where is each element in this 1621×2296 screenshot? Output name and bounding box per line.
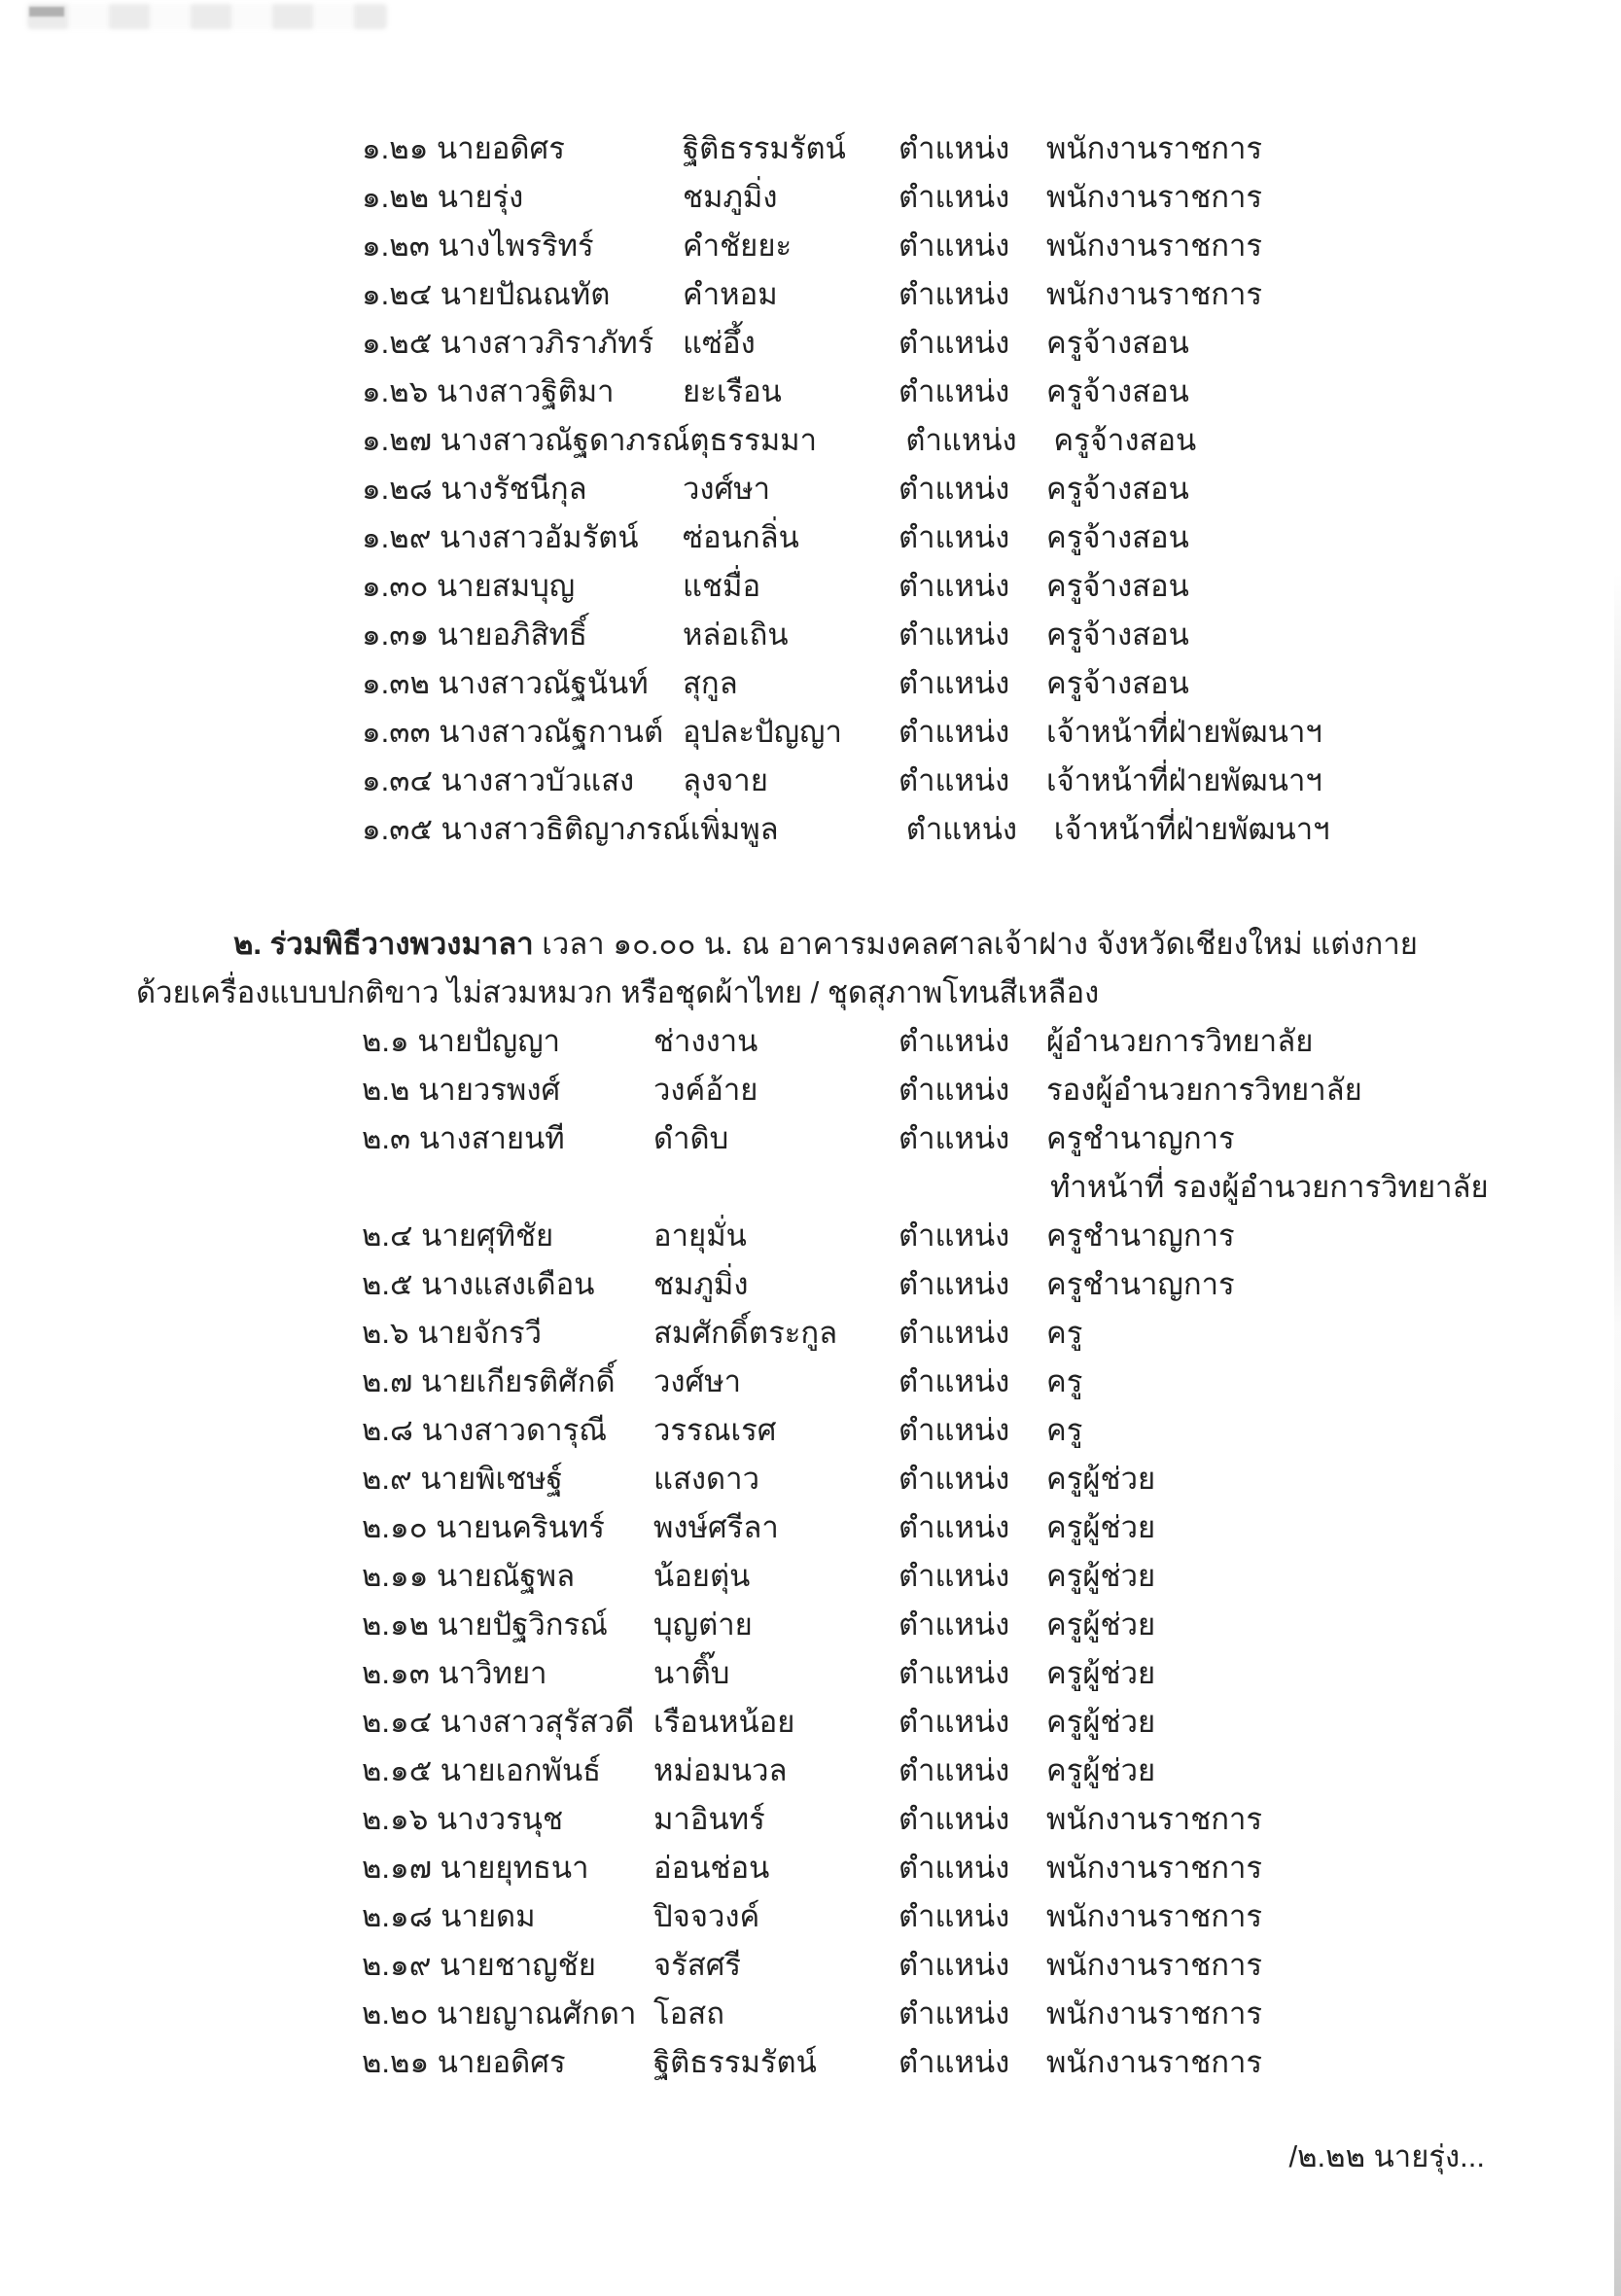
entry-position: ครู (1046, 1364, 1083, 1398)
entry-surname: มาอินทร์ (653, 1802, 765, 1836)
entry-position: พนักงานราชการ (1046, 2045, 1263, 2079)
entry-number-name: ๒.๔ นายศุทิชัย (362, 1219, 554, 1253)
entry-surname: ฐิติธรรมรัตน์ (653, 2045, 817, 2079)
list-item (0, 1406, 1621, 1455)
entry-number-name: ๒.๑๐ นายนครินทร์ (362, 1510, 605, 1544)
position-label: ตำแหน่ง (899, 1996, 1010, 2031)
entry-position: เจ้าหน้าที่ฝ่ายพัฒนาฯ (1046, 763, 1322, 797)
entry-position: ครูจ้างสอน (1046, 374, 1189, 408)
entry-position: ครูชำนาญการ (1046, 1121, 1235, 1155)
section-2-heading-line2: ด้วยเครื่องแบบปกติขาว ไม่สวมหมวก หรือชุดผ้าไทย / ชุดสุภาพโทนสีเหลือง (136, 975, 1100, 1009)
entry-position: พนักงานราชการ (1046, 1899, 1263, 1933)
position-label: ตำแหน่ง (899, 666, 1010, 700)
entry-number-name: ๑.๒๒ นายรุ่ง (362, 180, 524, 214)
entry-surname: หม่อมนวล (653, 1753, 788, 1787)
entry-position: ครูผู้ช่วย (1046, 1753, 1156, 1787)
position-label: ตำแหน่ง (899, 1899, 1010, 1933)
section-2-list (0, 1017, 1621, 2087)
position-label: ตำแหน่ง (899, 1462, 1010, 1496)
list-item (0, 1358, 1621, 1406)
entry-surname: ลุงจาย (683, 763, 768, 797)
position-label: ตำแหน่ง (899, 1705, 1010, 1739)
entry-number-name: ๑.๓๕ นางสาวธิติญาภรณ์ (362, 812, 690, 846)
position-label: ตำแหน่ง (899, 1851, 1010, 1885)
list-item (0, 1795, 1621, 1844)
section-1-list (0, 0, 1621, 854)
position-label: ตำแหน่ง (899, 131, 1010, 165)
entry-position: พนักงานราชการ (1046, 131, 1263, 165)
entry-number-name: ๑.๓๒ นางสาวณัฐนันท์ (362, 666, 649, 700)
entry-number-name: ๒.๑๓ นาวิทยา (362, 1656, 547, 1690)
position-label: ตำแหน่ง (899, 2045, 1010, 2079)
position-label: ตำแหน่ง (899, 1753, 1010, 1787)
entry-number-name: ๒.๑๔ นางสาวสุรัสวดี (362, 1705, 635, 1739)
list-item (0, 513, 1621, 562)
entry-number-name: ๒.๑๖ นางวรนุช (362, 1802, 564, 1836)
entry-position: ครูผู้ช่วย (1046, 1607, 1156, 1642)
list-item (0, 319, 1621, 368)
entry-position: รองผู้อำนวยการวิทยาลัย (1046, 1073, 1362, 1107)
entry-position: ครูผู้ช่วย (1046, 1656, 1156, 1690)
list-item (0, 1844, 1621, 1892)
list-item (0, 1990, 1621, 2038)
list-item (0, 1503, 1621, 1552)
list-item (0, 1066, 1621, 1114)
entry-position: ครู (1046, 1413, 1083, 1447)
entry-surname: วงค์อ้าย (653, 1073, 758, 1107)
list-item (0, 805, 1621, 854)
position-label: ตำแหน่ง (899, 1121, 1010, 1155)
entry-number-name: ๒.๑๑ นายณัฐพล (362, 1559, 576, 1593)
list-item (0, 1698, 1621, 1747)
list-item (0, 757, 1621, 805)
list-item (0, 611, 1621, 659)
entry-number-name: ๒.๒ นายวรพงศ์ (362, 1073, 561, 1107)
list-item (0, 1260, 1621, 1309)
position-label: ตำแหน่ง (899, 326, 1010, 360)
entry-position: ครูผู้ช่วย (1046, 1462, 1156, 1496)
entry-surname: อ่อนช่อน (653, 1851, 770, 1885)
entry-position: ครูจ้างสอน (1046, 520, 1189, 554)
position-label: ตำแหน่ง (899, 1073, 1010, 1107)
entry-position: ครูจ้างสอน (1046, 326, 1189, 360)
entry-number-name: ๑.๒๙ นางสาวอัมรัตน์ (362, 520, 639, 554)
entry-position: ผู้อำนวยการวิทยาลัย (1046, 1024, 1314, 1058)
entry-surname: วรรณเรศ (653, 1413, 777, 1447)
section-2-heading-rest: เวลา ๑๐.๐๐ น. ณ อาคารมงคลศาลเจ้าฝาง จังหวัดเชียงใหม่ แต่งกาย (533, 927, 1418, 961)
list-item (0, 1601, 1621, 1649)
entry-surname: ฐิติธรรมรัตน์ (683, 131, 846, 165)
position-label: ตำแหน่ง (905, 423, 1017, 457)
section-2-heading-bold: ๒. ร่วมพิธีวางพวงมาลา (233, 927, 534, 961)
list-item (0, 1747, 1621, 1795)
entry-position: ครูชำนาญการ (1046, 1219, 1235, 1253)
entry-position: เจ้าหน้าที่ฝ่ายพัฒนาฯ (1046, 715, 1322, 749)
entry-surname: ซ่อนกลิ่น (683, 520, 799, 554)
entry-surname: สุกูล (683, 666, 738, 700)
position-label: ตำแหน่ง (899, 520, 1010, 554)
entry-surname: แสงดาว (653, 1462, 759, 1496)
entry-number-name: ๑.๒๗ นางสาวณัฐดาภรณ์ (362, 423, 690, 457)
position-label: ตำแหน่ง (899, 1559, 1010, 1593)
position-label: ตำแหน่ง (899, 1802, 1010, 1836)
entry-surname: สมศักดิ์ตระกูล (653, 1316, 838, 1350)
entry-position: พนักงานราชการ (1046, 277, 1263, 311)
entry-position: ครูผู้ช่วย (1046, 1705, 1156, 1739)
entry-number-name: ๑.๒๘ นางรัชนีกุล (362, 472, 587, 506)
entry-number-name: ๑.๒๑ นายอดิศร (362, 131, 565, 165)
entry-position: ครูจ้างสอน (1046, 569, 1189, 603)
list-item (0, 173, 1621, 222)
entry-number-name: ๒.๖ นายจักรวี (362, 1316, 543, 1350)
position-label: ตำแหน่ง (899, 277, 1010, 311)
entry-surname: คำหอม (683, 277, 778, 311)
position-label: ตำแหน่ง (899, 1948, 1010, 1982)
entry-number-name: ๒.๗ นายเกียรติศักดิ์ (362, 1364, 616, 1398)
entry-number-name: ๑.๓๐ นายสมบุญ (362, 569, 576, 603)
position-label: ตำแหน่ง (899, 1413, 1010, 1447)
list-item (0, 1114, 1621, 1163)
position-label: ตำแหน่ง (899, 1656, 1010, 1690)
entry-number-name: ๑.๒๕ นางสาวภิราภัทร์ (362, 326, 654, 360)
entry-number-name: ๒.๑๕ นายเอกพันธ์ (362, 1753, 602, 1787)
list-item (0, 1455, 1621, 1503)
entry-number-name: ๒.๒๐ นายญาณศักดา (362, 1996, 637, 2031)
entry-position: ครูจ้างสอน (1053, 423, 1197, 457)
entry-surname: ตุธรรมมา (689, 423, 818, 457)
entry-position: พนักงานราชการ (1046, 1851, 1263, 1885)
position-label: ตำแหน่ง (899, 569, 1010, 603)
entry-surname: นาติ๊บ (653, 1656, 730, 1690)
list-item (0, 124, 1621, 173)
list-item (0, 222, 1621, 270)
entry-position: ครูจ้างสอน (1046, 666, 1189, 700)
entry-position: ครูผู้ช่วย (1046, 1510, 1156, 1544)
position-label: ตำแหน่ง (899, 1364, 1010, 1398)
entry-number-name: ๒.๑๙ นายชาญชัย (362, 1948, 596, 1982)
position-label: ตำแหน่ง (899, 180, 1010, 214)
position-label: ตำแหน่ง (899, 229, 1010, 263)
page-continuation-note: /๒.๒๒ นายรุ่ง... (1288, 2139, 1485, 2173)
entry-surname: แซ่อึ้ง (683, 326, 756, 360)
entry-number-name: ๒.๑๗ นายยุทธนา (362, 1851, 589, 1885)
entry-number-name: ๒.๑๘ นายดม (362, 1899, 536, 1933)
list-item (0, 1941, 1621, 1990)
position-label: ตำแหน่ง (899, 374, 1010, 408)
list-item (0, 1017, 1621, 1066)
entry-surname: น้อยตุ่น (653, 1559, 751, 1593)
list-item (0, 708, 1621, 757)
list-item (0, 562, 1621, 611)
entry-surname: เรือนหน้อย (653, 1705, 795, 1739)
list-item (0, 2038, 1621, 2087)
entry-surname: ปิจจวงค์ (653, 1899, 760, 1933)
list-item (0, 368, 1621, 416)
list-item (0, 1552, 1621, 1601)
entry-surname: ชมภูมิ่ง (653, 1267, 749, 1301)
entry-surname: หล่อเถิน (683, 618, 789, 652)
list-item (0, 1892, 1621, 1941)
entry-number-name: ๑.๓๔ นางสาวบัวแสง (362, 763, 635, 797)
position-label: ตำแหน่ง (899, 763, 1010, 797)
entry-surname: จรัสศรี (653, 1948, 742, 1982)
position-label: ตำแหน่ง (899, 1267, 1010, 1301)
entry-number-name: ๒.๘ นางสาวดารุณี (362, 1413, 607, 1447)
entry-position: พนักงานราชการ (1046, 1948, 1263, 1982)
entry-surname: อุปละปัญญา (683, 715, 842, 749)
entry-number-name: ๑.๒๓ นางไพรริทร์ (362, 229, 594, 263)
entry-surname: ช่างงาน (653, 1024, 758, 1058)
entry-surname: คำชัยยะ (683, 229, 793, 263)
entry-surname: โอสถ (653, 1996, 724, 2031)
position-label: ตำแหน่ง (899, 1510, 1010, 1544)
entry-surname: เพิ่มพูล (689, 812, 779, 846)
position-label: ตำแหน่ง (899, 618, 1010, 652)
position-label: ตำแหน่ง (899, 472, 1010, 506)
entry-surname: พงษ์ศรีลา (653, 1510, 779, 1544)
list-item (0, 416, 1621, 465)
list-item (0, 270, 1621, 319)
entry-position: พนักงานราชการ (1046, 180, 1263, 214)
entry-position-secondary: ทำหน้าที่ รองผู้อำนวยการวิทยาลัย (1050, 1170, 1489, 1204)
list-item (0, 1649, 1621, 1698)
entry-position: ครู (1046, 1316, 1083, 1350)
entry-position: ครูจ้างสอน (1046, 472, 1189, 506)
entry-position: พนักงานราชการ (1046, 229, 1263, 263)
entry-number-name: ๒.๙ นายพิเชษฐ์ (362, 1462, 563, 1496)
list-item (0, 1309, 1621, 1358)
section-2-heading (0, 920, 1621, 969)
entry-number-name: ๒.๑ นายปัญญา (362, 1024, 561, 1058)
entry-surname: แชมื่อ (683, 569, 761, 603)
entry-number-name: ๑.๓๑ นายอภิสิทธิ์ (362, 618, 587, 652)
position-label: ตำแหน่ง (899, 1607, 1010, 1642)
entry-number-name: ๒.๒๑ นายอดิศร (362, 2045, 566, 2079)
entry-position: พนักงานราชการ (1046, 1802, 1263, 1836)
list-item (0, 1212, 1621, 1260)
position-label: ตำแหน่ง (905, 812, 1018, 846)
entry-surname: ชมภูมิ่ง (683, 180, 778, 214)
position-label: ตำแหน่ง (899, 1024, 1010, 1058)
entry-position: ครูผู้ช่วย (1046, 1559, 1156, 1593)
list-item (0, 659, 1621, 708)
entry-number-name: ๒.๕ นางแสงเดือน (362, 1267, 595, 1301)
position-label: ตำแหน่ง (899, 1316, 1010, 1350)
position-label: ตำแหน่ง (899, 715, 1010, 749)
entry-number-name: ๑.๒๔ นายปัณณทัต (362, 277, 611, 311)
entry-position: ครูชำนาญการ (1046, 1267, 1235, 1301)
entry-position: พนักงานราชการ (1046, 1996, 1263, 2031)
entry-surname: วงศ์ษา (653, 1364, 742, 1398)
entry-number-name: ๑.๓๓ นางสาวณัฐกานต์ (362, 715, 664, 749)
entry-surname: ดำดิบ (653, 1121, 729, 1155)
entry-surname: ยะเรือน (683, 374, 782, 408)
entry-position: เจ้าหน้าที่ฝ่ายพัฒนาฯ (1053, 812, 1330, 846)
entry-number-name: ๒.๑๒ นายปัฐวิกรณ์ (362, 1607, 608, 1642)
position-label: ตำแหน่ง (899, 1219, 1010, 1253)
entry-surname: วงศ์ษา (683, 472, 771, 506)
entry-surname: บุญต่าย (653, 1607, 753, 1642)
entry-number-name: ๒.๓ นางสายนที (362, 1121, 565, 1155)
entry-position: ครูจ้างสอน (1046, 618, 1189, 652)
entry-number-name: ๑.๒๖ นางสาวฐิติมา (362, 374, 615, 408)
entry-surname: อายุมั่น (653, 1219, 747, 1253)
list-item (0, 465, 1621, 513)
